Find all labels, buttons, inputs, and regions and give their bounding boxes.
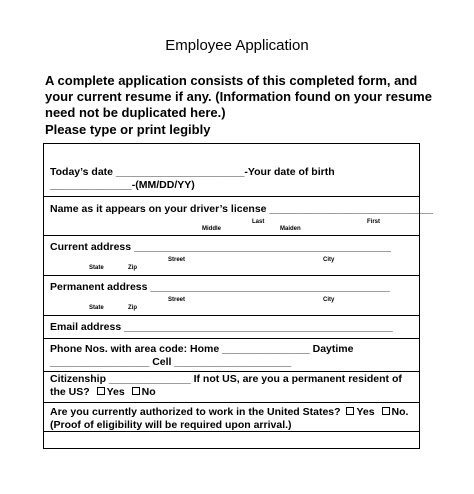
name-middle-label: Middle <box>202 226 221 232</box>
row-divider <box>44 196 419 197</box>
current-street-label: Street <box>168 257 186 263</box>
name-last-label: Last <box>252 219 265 225</box>
current-city-label: City <box>323 257 335 263</box>
phone-home-daytime-field[interactable]: Phone Nos. with area code: Home _______________ Daytime <box>50 343 354 355</box>
current-address-field[interactable]: Current address ____________________________________________ <box>50 241 391 253</box>
instruction-text: Please type or print legibly <box>45 122 211 137</box>
authorized-yes-label: Yes <box>356 406 375 418</box>
permanent-address-field[interactable]: Permanent address _________________________________________ <box>50 281 390 293</box>
resident-no-label: No <box>141 386 156 398</box>
permanent-resident-label: the US? <box>50 386 90 398</box>
phone-cell-field[interactable]: _________________ Cell ____________________ <box>50 356 292 368</box>
intro-paragraph: A complete application consists of this completed form, and your current resume if any. (Information found on your resume need not be duplicated here.) <box>45 73 432 120</box>
permanent-city-label: City <box>323 297 335 303</box>
checkbox-icon[interactable] <box>132 387 140 395</box>
todays-date-field[interactable]: Today’s date ______________________-Your date of birth <box>50 166 335 178</box>
row-divider <box>44 431 419 432</box>
current-state-label: State <box>89 265 104 271</box>
permanent-street-label: Street <box>168 297 186 303</box>
row-divider <box>44 338 419 339</box>
row-divider <box>44 275 419 276</box>
permanent-resident-question <box>50 386 156 398</box>
proof-of-eligibility-note: (Proof of eligibility will be required upon arrival.) <box>50 419 292 431</box>
permanent-zip-label: Zip <box>128 305 137 311</box>
work-authorization-question <box>50 406 408 418</box>
citizenship-field[interactable]: Citizenship ______________ If not US, are you a permanent resident of <box>50 373 402 385</box>
work-authorization-label: Are you currently authorized to work in the United States? <box>50 406 341 418</box>
email-field[interactable]: Email address ______________________________________________ <box>50 321 393 333</box>
checkbox-icon[interactable] <box>346 407 354 415</box>
checkbox-icon[interactable] <box>97 387 105 395</box>
row-divider <box>44 235 419 236</box>
current-zip-label: Zip <box>128 265 137 271</box>
name-field[interactable]: Name as it appears on your driver’s license ____________________________ <box>50 203 433 215</box>
resident-yes-label: Yes <box>106 386 125 398</box>
name-first-label: First <box>367 219 381 225</box>
row-divider <box>44 402 419 403</box>
application-form <box>43 143 433 449</box>
row-divider <box>44 315 419 316</box>
permanent-state-label: State <box>89 305 104 311</box>
date-of-birth-field[interactable]: ______________-(MM/DD/YY) <box>50 179 195 191</box>
name-maiden-label: Maiden <box>280 226 301 232</box>
document-title: Employee Application <box>165 37 309 54</box>
authorized-no-label: No. <box>391 406 409 418</box>
row-divider <box>44 371 419 372</box>
checkbox-icon[interactable] <box>382 407 390 415</box>
